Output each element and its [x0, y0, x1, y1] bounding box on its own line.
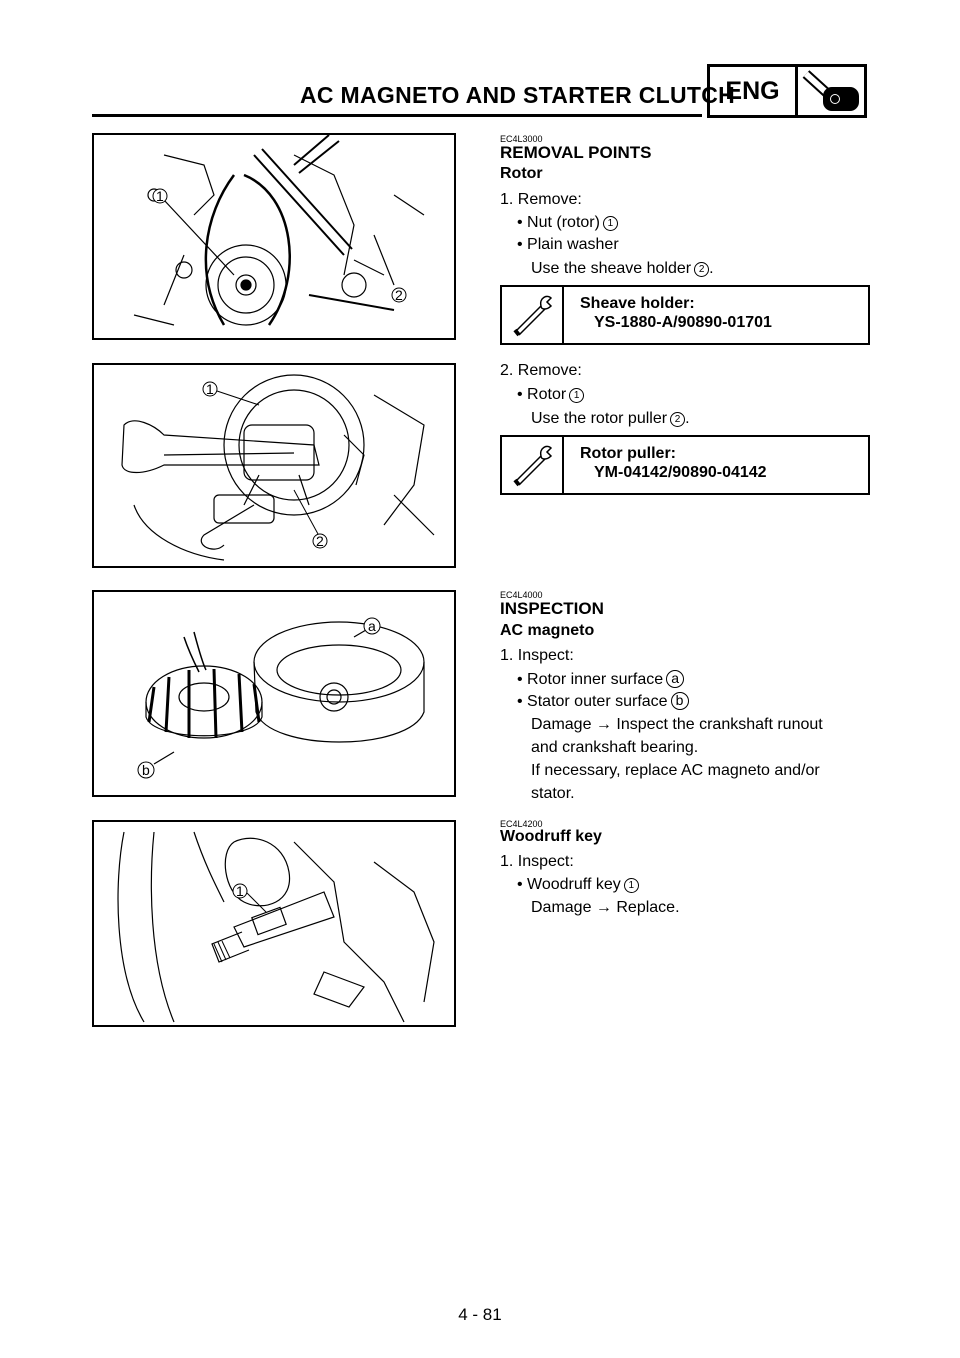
callout-label: 1 — [236, 883, 244, 899]
note-text: Damage → Replace. — [531, 899, 680, 916]
bullet-text: Rotor inner surface — [527, 671, 664, 688]
section-subheading: Rotor — [500, 165, 543, 182]
tool-name: Sheave holder: — [580, 295, 695, 312]
tool-icon — [502, 437, 564, 493]
figure-rotor-removal — [92, 133, 456, 340]
ref-letter: b — [671, 692, 689, 710]
tool-name: Rotor puller: — [580, 445, 676, 462]
section-heading: Woodruff key — [500, 828, 602, 845]
callout-label: 1 — [156, 188, 164, 204]
figure-woodruff-key — [92, 820, 456, 1027]
tool-part-number: YM-04142/90890-04142 — [594, 464, 767, 481]
ref-number: 2 — [670, 412, 685, 427]
figure-rotor-puller — [92, 363, 456, 568]
note-text: If necessary, replace AC magneto and/or — [531, 762, 820, 779]
bullet-item: • Nut (rotor) 1 — [517, 214, 618, 232]
note-text: stator. — [531, 785, 575, 802]
ref-number: 1 — [603, 216, 618, 231]
step-text: 1. Inspect: — [500, 853, 574, 870]
section-subheading: AC magneto — [500, 622, 595, 639]
tool-box — [500, 285, 870, 345]
note-text: Use the sheave holder 2 . — [531, 260, 714, 277]
ref-number: 2 — [694, 262, 709, 277]
bullet-text: Nut (rotor) — [527, 214, 600, 231]
bullet-text: Stator outer surface — [527, 693, 668, 710]
note-label: Use the sheave holder — [531, 260, 692, 277]
section-heading: REMOVAL POINTS — [500, 143, 652, 162]
step-text: 1. Inspect: — [500, 647, 574, 664]
page-title: AC MAGNETO AND STARTER CLUTCH — [300, 82, 736, 108]
section-heading: INSPECTION — [500, 599, 604, 618]
note-text: Damage → Inspect the crankshaft runout — [531, 716, 823, 733]
section-code: EC4L4200 — [500, 819, 543, 829]
figure-ac-magneto — [92, 590, 456, 797]
ref-number: 1 — [569, 388, 584, 403]
header-rule — [92, 114, 702, 117]
bullet-item: • Stator outer surface b — [517, 692, 689, 711]
section-code: EC4L4000 — [500, 590, 543, 600]
tool-part-number: YS-1880-A/90890-01701 — [594, 314, 772, 331]
ref-number: 1 — [624, 878, 639, 893]
callout-label: 2 — [316, 533, 324, 549]
bullet-text: Woodruff key — [527, 876, 621, 893]
wrench-bolt-icon — [798, 67, 864, 115]
bullet-item: • Woodruff key 1 — [517, 876, 639, 894]
callout-label: 2 — [395, 287, 403, 303]
note-label: Use the rotor puller — [531, 410, 668, 427]
section-badge — [707, 64, 867, 118]
bullet-item: • Rotor 1 — [517, 386, 584, 404]
step-text: 2. Remove: — [500, 362, 582, 379]
note-text: and crankshaft bearing. — [531, 739, 699, 756]
bullet-text: Rotor — [527, 386, 567, 403]
bullet-item: • Plain washer — [517, 236, 619, 253]
ref-letter: a — [666, 670, 684, 688]
page-number: 4 - 81 — [458, 1305, 502, 1324]
section-code: EC4L3000 — [500, 134, 543, 144]
tool-icon — [502, 287, 564, 343]
bullet-text: Plain washer — [527, 236, 619, 253]
step-text: 1. Remove: — [500, 191, 582, 208]
callout-label: b — [142, 762, 150, 778]
bullet-item: • Rotor inner surface a — [517, 670, 684, 689]
tool-box — [500, 435, 870, 495]
section-badge-label: ENG — [710, 67, 798, 115]
callout-label: a — [368, 618, 376, 634]
note-text: Use the rotor puller 2 . — [531, 410, 690, 427]
callout-label: 1 — [206, 381, 214, 397]
